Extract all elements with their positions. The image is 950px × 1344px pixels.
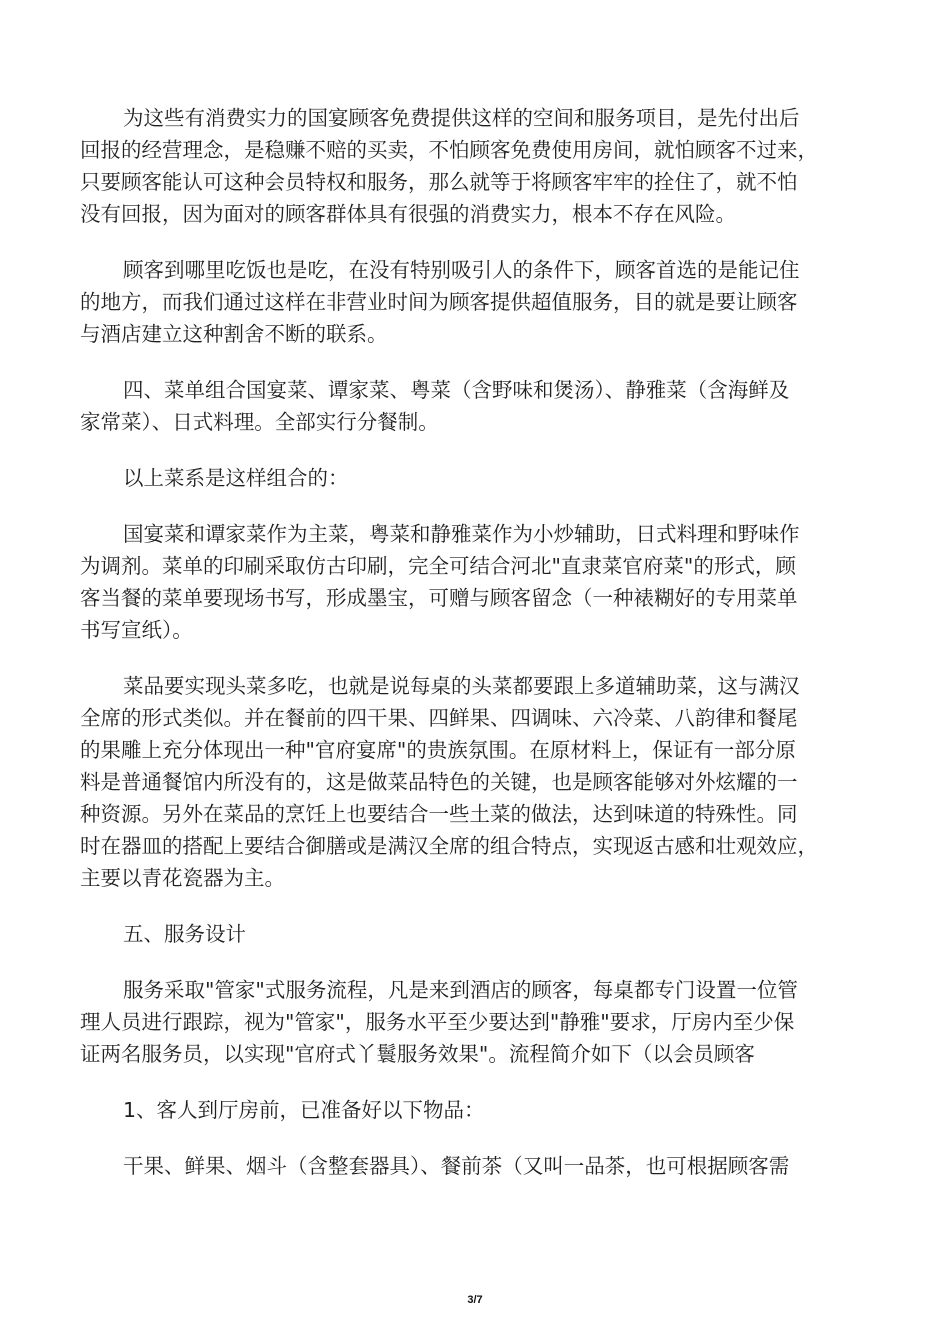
paragraph-6: 菜品要实现头菜多吃，也就是说每桌的头菜都要跟上多道辅助菜，这与满汉 全席的形式类似。并在餐前的四干果、四鲜果、四调味、六冷菜、八韵律和餐尾 的果雕上充分体现出一种"官府宴席"的贵族氛围。在原材料上，保证有一部分原 料是普通餐馆内所没有的，这是做菜品特色的关键，也是顾客能够对外炫耀的一 种资源。另外在菜品的烹饪上也要结合一些土菜的做法，达到味道的特殊性。同 时在器皿的搭配上要结合御膳或是满汉全席的组合特点，实现返古感和壮观效应， 主要以青花瓷器为主。 [80,674,818,890]
paragraph-8: 服务采取"管家"式服务流程，凡是来到酒店的顾客，每桌都专门设置一位管 理人员进行跟踪，视为"管家"，服务水平至少要达到"静雅"要求，厅房内至少保 证两名服务员，以实现"官府式丫鬟服务效果"。流程简介如下（以会员顾客 [80,978,798,1066]
paragraph-5: 国宴菜和谭家菜作为主菜，粤菜和静雅菜作为小炒辅助，日式料理和野味作 为调剂。菜单的印刷采取仿古印刷，完全可结合河北"直隶菜官府菜"的形式，顾 客当餐的菜单要现场书写，形成墨宝，可赠与顾客留念（一种裱糊好的专用菜单 书写宣纸）。 [80,522,800,642]
paragraph-9: 1、客人到厅房前，已准备好以下物品： [123,1098,485,1122]
paragraph-10: 干果、鲜果、烟斗（含整套器具）、餐前茶（又叫一品茶，也可根据顾客需 [123,1154,790,1178]
document-body [80,102,880,1182]
section-heading-service-design: 五、服务设计 [123,922,246,946]
page-number: 3/7 [467,1294,483,1306]
paragraph-3: 四、菜单组合国宴菜、谭家菜、粤菜（含野味和煲汤）、静雅菜（含海鲜及 家常菜）、日式料理。全部实行分餐制。 [80,378,790,434]
paragraph-2: 顾客到哪里吃饭也是吃，在没有特别吸引人的条件下，顾客首选的是能记住 的地方，而我们通过这样在非营业时间为顾客提供超值服务，目的就是要让顾客 与酒店建立这种割舍不断的联系。 [80,258,800,346]
paragraph-1: 为这些有消费实力的国宴顾客免费提供这样的空间和服务项目，是先付出后 回报的经营理念，是稳赚不赔的买卖，不怕顾客免费使用房间，就怕顾客不过来， 只要顾客能认可这种会员特权和服务，那么就等于将顾客牢牢的拴住了，就不怕 没有回报，因为面对的顾客群体具有很强的消费实力，根本不存在风险。 [80,106,818,226]
paragraph-4: 以上菜系是这样组合的： [123,466,349,490]
